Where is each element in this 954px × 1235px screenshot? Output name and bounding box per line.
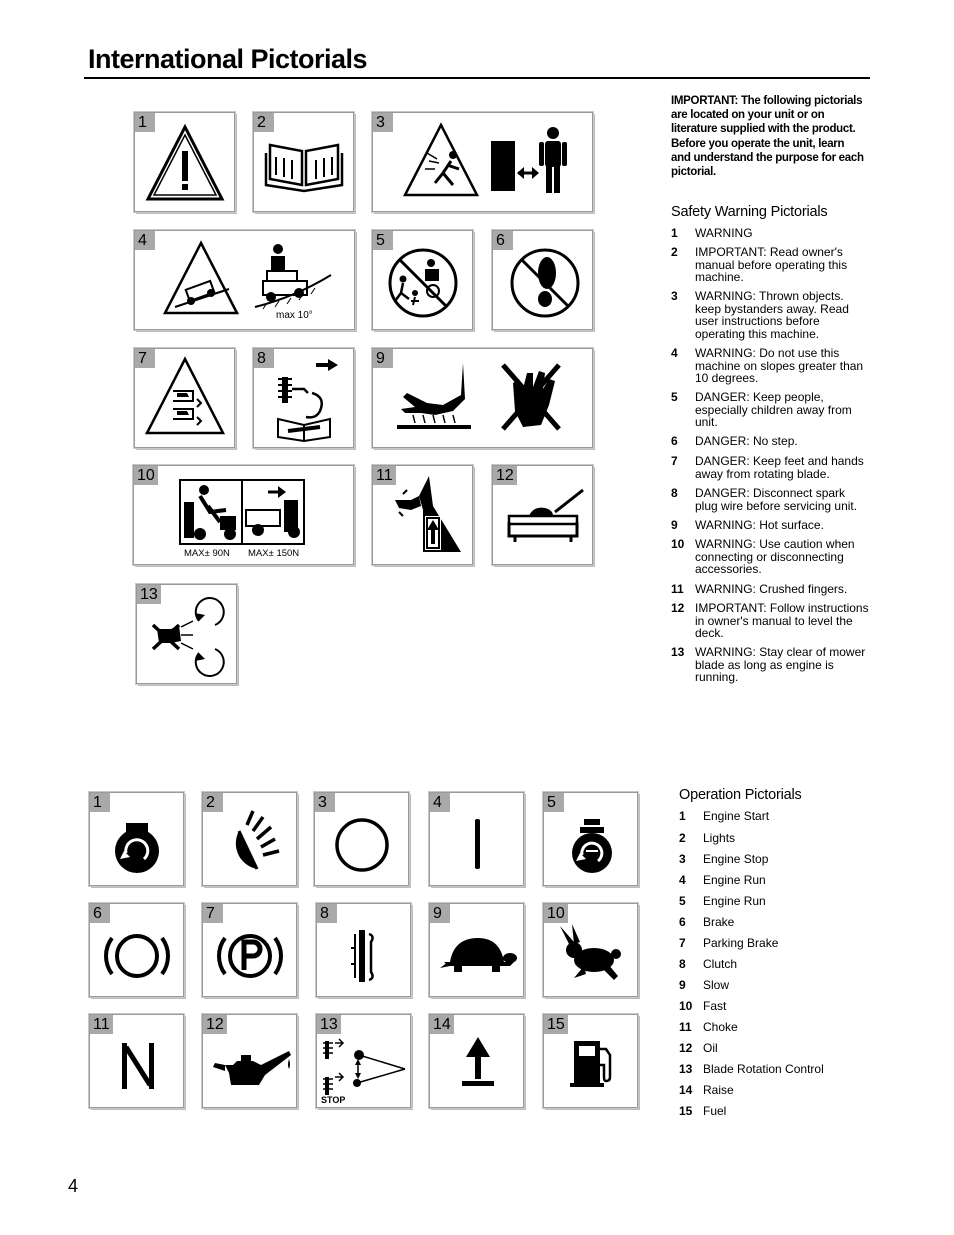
- item-text: Engine Stop: [703, 852, 769, 866]
- item-text: Fuel: [703, 1104, 727, 1118]
- page-number: 4: [68, 1176, 79, 1196]
- item-number: 2: [671, 245, 678, 259]
- tile-number: 5: [373, 231, 393, 250]
- accessory-caption-a: MAX± 90N: [184, 548, 230, 559]
- clutch-icon: [317, 904, 412, 998]
- tile-number: 9: [430, 904, 450, 923]
- operation-item: [679, 979, 869, 992]
- oil-can-icon: [203, 1015, 298, 1109]
- item-number: 6: [671, 434, 678, 448]
- safety-tile-11: [372, 465, 473, 565]
- tile-number: 6: [90, 904, 110, 923]
- item-number: 3: [679, 852, 686, 866]
- operation-item: [679, 1105, 869, 1118]
- hot-surface-icon: [373, 349, 594, 449]
- accessory-caption-b: MAX± 150N: [248, 548, 300, 559]
- item-number: 2: [679, 831, 686, 845]
- safety-item: [671, 487, 871, 512]
- safety-tile-10: [133, 465, 354, 565]
- tile-number: 12: [493, 466, 517, 485]
- accessory-force-icon: [134, 466, 355, 566]
- safety-heading: Safety Warning Pictorials: [671, 204, 828, 220]
- item-text: WARNING: Stay clear of mower blade as long as engine is running.: [695, 645, 866, 685]
- tile-number: 9: [373, 349, 393, 368]
- operation-item: [679, 916, 869, 929]
- item-text: IMPORTANT: Follow instructions in owner's manual to level the deck.: [695, 601, 869, 641]
- operation-tile-12: [202, 1014, 297, 1108]
- item-text: WARNING: Do not use this machine on slopes greater than 10 degrees.: [695, 346, 864, 386]
- operation-tile-11: [89, 1014, 184, 1108]
- blade-rotation-control-icon: [317, 1015, 412, 1109]
- item-number: 7: [671, 454, 678, 468]
- item-number: 3: [671, 289, 678, 303]
- item-text: Parking Brake: [703, 936, 779, 950]
- item-number: 9: [679, 978, 686, 992]
- tile-number: 12: [203, 1015, 227, 1034]
- safety-item: [671, 435, 871, 448]
- safety-item: [671, 347, 871, 385]
- item-number: 12: [671, 601, 685, 615]
- operation-item: [679, 937, 869, 950]
- item-number: 11: [679, 1020, 692, 1034]
- operation-item: [679, 1084, 869, 1097]
- operation-item: [679, 1042, 869, 1055]
- warning-triangle-icon: [135, 113, 236, 213]
- operation-item: [679, 895, 869, 908]
- item-number: 1: [679, 809, 686, 823]
- safety-tile-12: [492, 465, 593, 565]
- safety-item: [671, 455, 871, 480]
- tile-number: 11: [373, 466, 396, 485]
- engine-run-2-icon: [544, 793, 639, 887]
- operation-tile-8: [316, 903, 411, 997]
- rotating-blade-feet-icon: [135, 349, 236, 449]
- operation-item: [679, 958, 869, 971]
- safety-item: [671, 290, 871, 340]
- item-number: 11: [671, 582, 684, 596]
- level-deck-icon: [493, 466, 594, 566]
- item-text: DANGER: No step.: [695, 434, 798, 448]
- stop-caption: STOP: [321, 1095, 346, 1105]
- item-text: Engine Run: [703, 873, 766, 887]
- operation-tile-2: [202, 792, 297, 886]
- title-rule: [84, 77, 870, 79]
- item-number: 4: [679, 873, 686, 887]
- safety-tile-7: [134, 348, 235, 448]
- item-number: 10: [671, 537, 685, 551]
- item-number: 12: [679, 1041, 693, 1055]
- tile-number: 2: [203, 793, 223, 812]
- item-number: 4: [671, 346, 678, 360]
- item-text: DANGER: Disconnect spark plug wire before servicing unit.: [695, 486, 858, 513]
- tile-number: 1: [135, 113, 155, 132]
- tile-number: 5: [544, 793, 564, 812]
- operation-heading: Operation Pictorials: [679, 787, 802, 803]
- item-text: DANGER: Keep feet and hands away from rotating blade.: [695, 454, 864, 481]
- item-text: Lights: [703, 831, 736, 845]
- item-text: WARNING: Use caution when connecting or disconnecting accessories.: [695, 537, 855, 577]
- tile-number: 10: [544, 904, 568, 923]
- item-text: Engine Start: [703, 809, 770, 823]
- no-step-icon: [493, 231, 594, 331]
- tile-number: 2: [254, 113, 274, 132]
- item-text: Engine Run: [703, 894, 766, 908]
- item-number: 8: [679, 957, 686, 971]
- item-text: WARNING: Thrown objects. keep bystanders away. Read user instructions before operating this machine.: [695, 289, 849, 341]
- safety-tile-13: [136, 584, 237, 684]
- safety-tile-8: [253, 348, 354, 448]
- choke-icon: [90, 1015, 185, 1109]
- operation-tile-10: [543, 903, 638, 997]
- tile-number: 8: [317, 904, 337, 923]
- item-text: Brake: [703, 915, 735, 929]
- operation-tile-9: [429, 903, 524, 997]
- safety-item: [671, 227, 871, 240]
- safety-item: [671, 391, 871, 429]
- operation-item: [679, 874, 869, 887]
- thrown-objects-icon: [373, 113, 594, 213]
- operation-tile-13: [316, 1014, 411, 1108]
- engine-run-icon: [430, 793, 525, 887]
- slope-caption: max 10°: [276, 310, 313, 321]
- tile-number: 8: [254, 349, 274, 368]
- safety-tile-3: [372, 112, 593, 212]
- operation-item: [679, 832, 869, 845]
- safety-tile-1: [134, 112, 235, 212]
- item-number: 8: [671, 486, 678, 500]
- tile-number: 7: [135, 349, 155, 368]
- item-number: 7: [679, 936, 686, 950]
- keep-people-away-icon: [373, 231, 474, 331]
- item-number: 9: [671, 518, 678, 532]
- item-number: 5: [679, 894, 686, 908]
- operation-tile-15: [543, 1014, 638, 1108]
- item-text: Fast: [703, 999, 727, 1013]
- operation-tile-1: [89, 792, 184, 886]
- safety-tile-9: [372, 348, 593, 448]
- fast-rabbit-icon: [544, 904, 639, 998]
- tile-number: 6: [493, 231, 513, 250]
- engine-stop-icon: [315, 793, 410, 887]
- item-number: 14: [679, 1083, 693, 1097]
- item-text: Oil: [703, 1041, 718, 1055]
- fuel-pump-icon: [544, 1015, 639, 1109]
- safety-item: [671, 538, 871, 576]
- tile-number: 15: [544, 1015, 568, 1034]
- operation-tile-3: [314, 792, 409, 886]
- item-text: Clutch: [703, 957, 738, 971]
- operation-item: [679, 1000, 869, 1013]
- item-text: WARNING: [695, 226, 753, 240]
- item-number: 10: [679, 999, 693, 1013]
- safety-tile-5: [372, 230, 473, 330]
- item-number: 15: [679, 1104, 693, 1118]
- operation-tile-6: [89, 903, 184, 997]
- stay-clear-blade-icon: [137, 585, 238, 685]
- safety-item: [671, 519, 871, 532]
- operation-item: [679, 810, 869, 823]
- tile-number: 13: [137, 585, 161, 604]
- safety-item: [671, 583, 871, 596]
- slope-rollover-icon: [135, 231, 356, 331]
- item-number: 13: [679, 1062, 693, 1076]
- tile-number: 3: [315, 793, 335, 812]
- tile-number: 4: [135, 231, 155, 250]
- safety-tile-2: [253, 112, 354, 212]
- tile-number: 3: [373, 113, 393, 132]
- safety-item: [671, 602, 871, 640]
- safety-item: [671, 246, 871, 284]
- item-text: Slow: [703, 978, 730, 992]
- safety-tile-6: [492, 230, 593, 330]
- slow-turtle-icon: [430, 904, 525, 998]
- item-text: WARNING: Hot surface.: [695, 518, 824, 532]
- tile-number: 13: [317, 1015, 341, 1034]
- item-number: 6: [679, 915, 686, 929]
- item-number: 5: [671, 390, 678, 404]
- parking-brake-icon: [203, 904, 298, 998]
- item-text: DANGER: Keep people, especially children away from unit.: [695, 390, 852, 430]
- operation-item: [679, 1021, 869, 1034]
- item-text: WARNING: Crushed fingers.: [695, 582, 848, 596]
- item-text: Blade Rotation Control: [703, 1062, 824, 1076]
- tile-number: 1: [90, 793, 110, 812]
- operation-tile-5: [543, 792, 638, 886]
- safety-tile-4: [134, 230, 355, 330]
- operation-tile-4: [429, 792, 524, 886]
- operation-tile-7: [202, 903, 297, 997]
- page-title: International Pictorials: [88, 44, 368, 74]
- operation-item: [679, 853, 869, 866]
- item-text: Raise: [703, 1083, 734, 1097]
- important-notice: IMPORTANT: The following pictorials are located on your unit or on literature supplied with the product. Before you operate the unit, learn and understand the purpose for each pictorial.: [671, 95, 864, 179]
- disconnect-spark-plug-icon: [254, 349, 355, 449]
- engine-start-icon: [90, 793, 185, 887]
- item-number: 1: [671, 226, 678, 240]
- lights-icon: [203, 793, 298, 887]
- crushed-fingers-icon: [373, 466, 474, 566]
- item-text: Choke: [703, 1020, 738, 1034]
- safety-item: [671, 646, 871, 684]
- tile-number: 7: [203, 904, 223, 923]
- raise-arrow-icon: [430, 1015, 525, 1109]
- operation-item: [679, 1063, 869, 1076]
- item-text: IMPORTANT: Read owner's manual before operating this machine.: [695, 245, 848, 285]
- tile-number: 10: [134, 466, 158, 485]
- tile-number: 4: [430, 793, 450, 812]
- tile-number: 11: [90, 1015, 113, 1034]
- owners-manual-icon: [254, 113, 355, 213]
- tile-number: 14: [430, 1015, 454, 1034]
- brake-icon: [90, 904, 185, 998]
- item-number: 13: [671, 645, 685, 659]
- operation-tile-14: [429, 1014, 524, 1108]
